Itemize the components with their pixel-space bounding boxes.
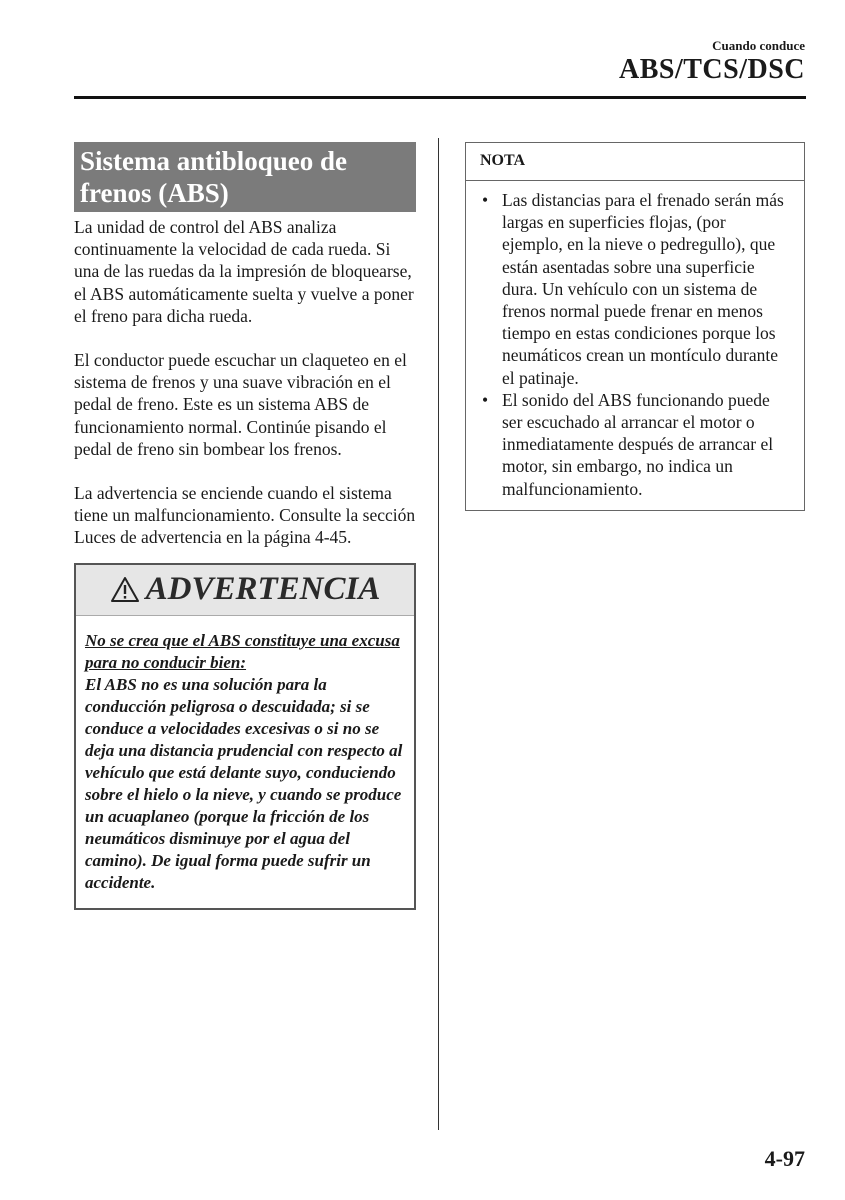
note-item-text: El sonido del ABS funcionando puede ser escuchado al arrancar el motor o inmediatamente después de arrancar el motor, sin embargo, no indica un malfuncionamiento. xyxy=(502,389,774,499)
warning-title: ADVERTENCIA xyxy=(145,571,381,608)
page-number: 4-97 xyxy=(764,1146,805,1171)
paragraph: La unidad de control del ABS analiza continuamente la velocidad de cada rueda. Si una de las ruedas da la impresión de bloquearse, el ABS automáticamente suelta y vuelve a poner el freno para dicha rueda. xyxy=(74,217,414,326)
paragraph: La advertencia se enciende cuando el sistema tiene un malfuncionamiento. Consulte la sección Luces de advertencia en la página 4-45. xyxy=(74,483,416,548)
bullet-icon: • xyxy=(482,389,489,410)
warning-lead: No se crea que el ABS constituye una excusa para no conducir bien: xyxy=(85,630,400,672)
warning-text: El ABS no es una solución para la conducción peligrosa o descuidada; si se conduce a velocidades excesivas o si no se deja una distancia prudencial con respecto al vehículo que está delante suyo, conduciendo sobre el hielo o la nieve, y cuando se produce un acuaplaneo (porque la fricción de los neumáticos disminuye por el agua del camino). De igual forma puede sufrir un accidente. xyxy=(85,674,403,892)
warning-header xyxy=(76,565,414,616)
note-item xyxy=(480,189,790,389)
column-divider xyxy=(438,138,439,1130)
left-column xyxy=(74,142,416,910)
section-heading: Sistema antibloqueo de frenos (ABS) xyxy=(74,142,416,212)
bullet-icon: • xyxy=(482,190,489,210)
page-title: ABS/TCS/DSC xyxy=(618,54,805,85)
note-item xyxy=(480,389,790,500)
note-title: NOTA xyxy=(466,143,804,181)
warning-body xyxy=(76,616,414,908)
right-column xyxy=(465,142,805,511)
note-body xyxy=(466,181,804,510)
section-label: Cuando conduce xyxy=(712,38,805,53)
note-item-text: Las distancias para el frenado serán más largas en superficies flojas, (por ejemplo, en la nieve o pedregullo), que están asentadas sobre una superficie dura. Un vehículo con un sistema de frenos normal puede frenar en menos tiempo en estas condiciones porque los neumáticos crean un montículo durante el patinaje. xyxy=(502,190,784,388)
paragraph: El conductor puede escuchar un claqueteo en el sistema de frenos y una suave vibración en el pedal de freno. Este es un sistema ABS de funcionamiento normal. Continúe pisando el pedal de freno sin bombear los frenos. xyxy=(74,350,407,459)
header-rule xyxy=(74,96,806,99)
warning-triangle-icon xyxy=(110,576,140,603)
warning-box xyxy=(74,563,416,910)
note-box xyxy=(465,142,805,511)
